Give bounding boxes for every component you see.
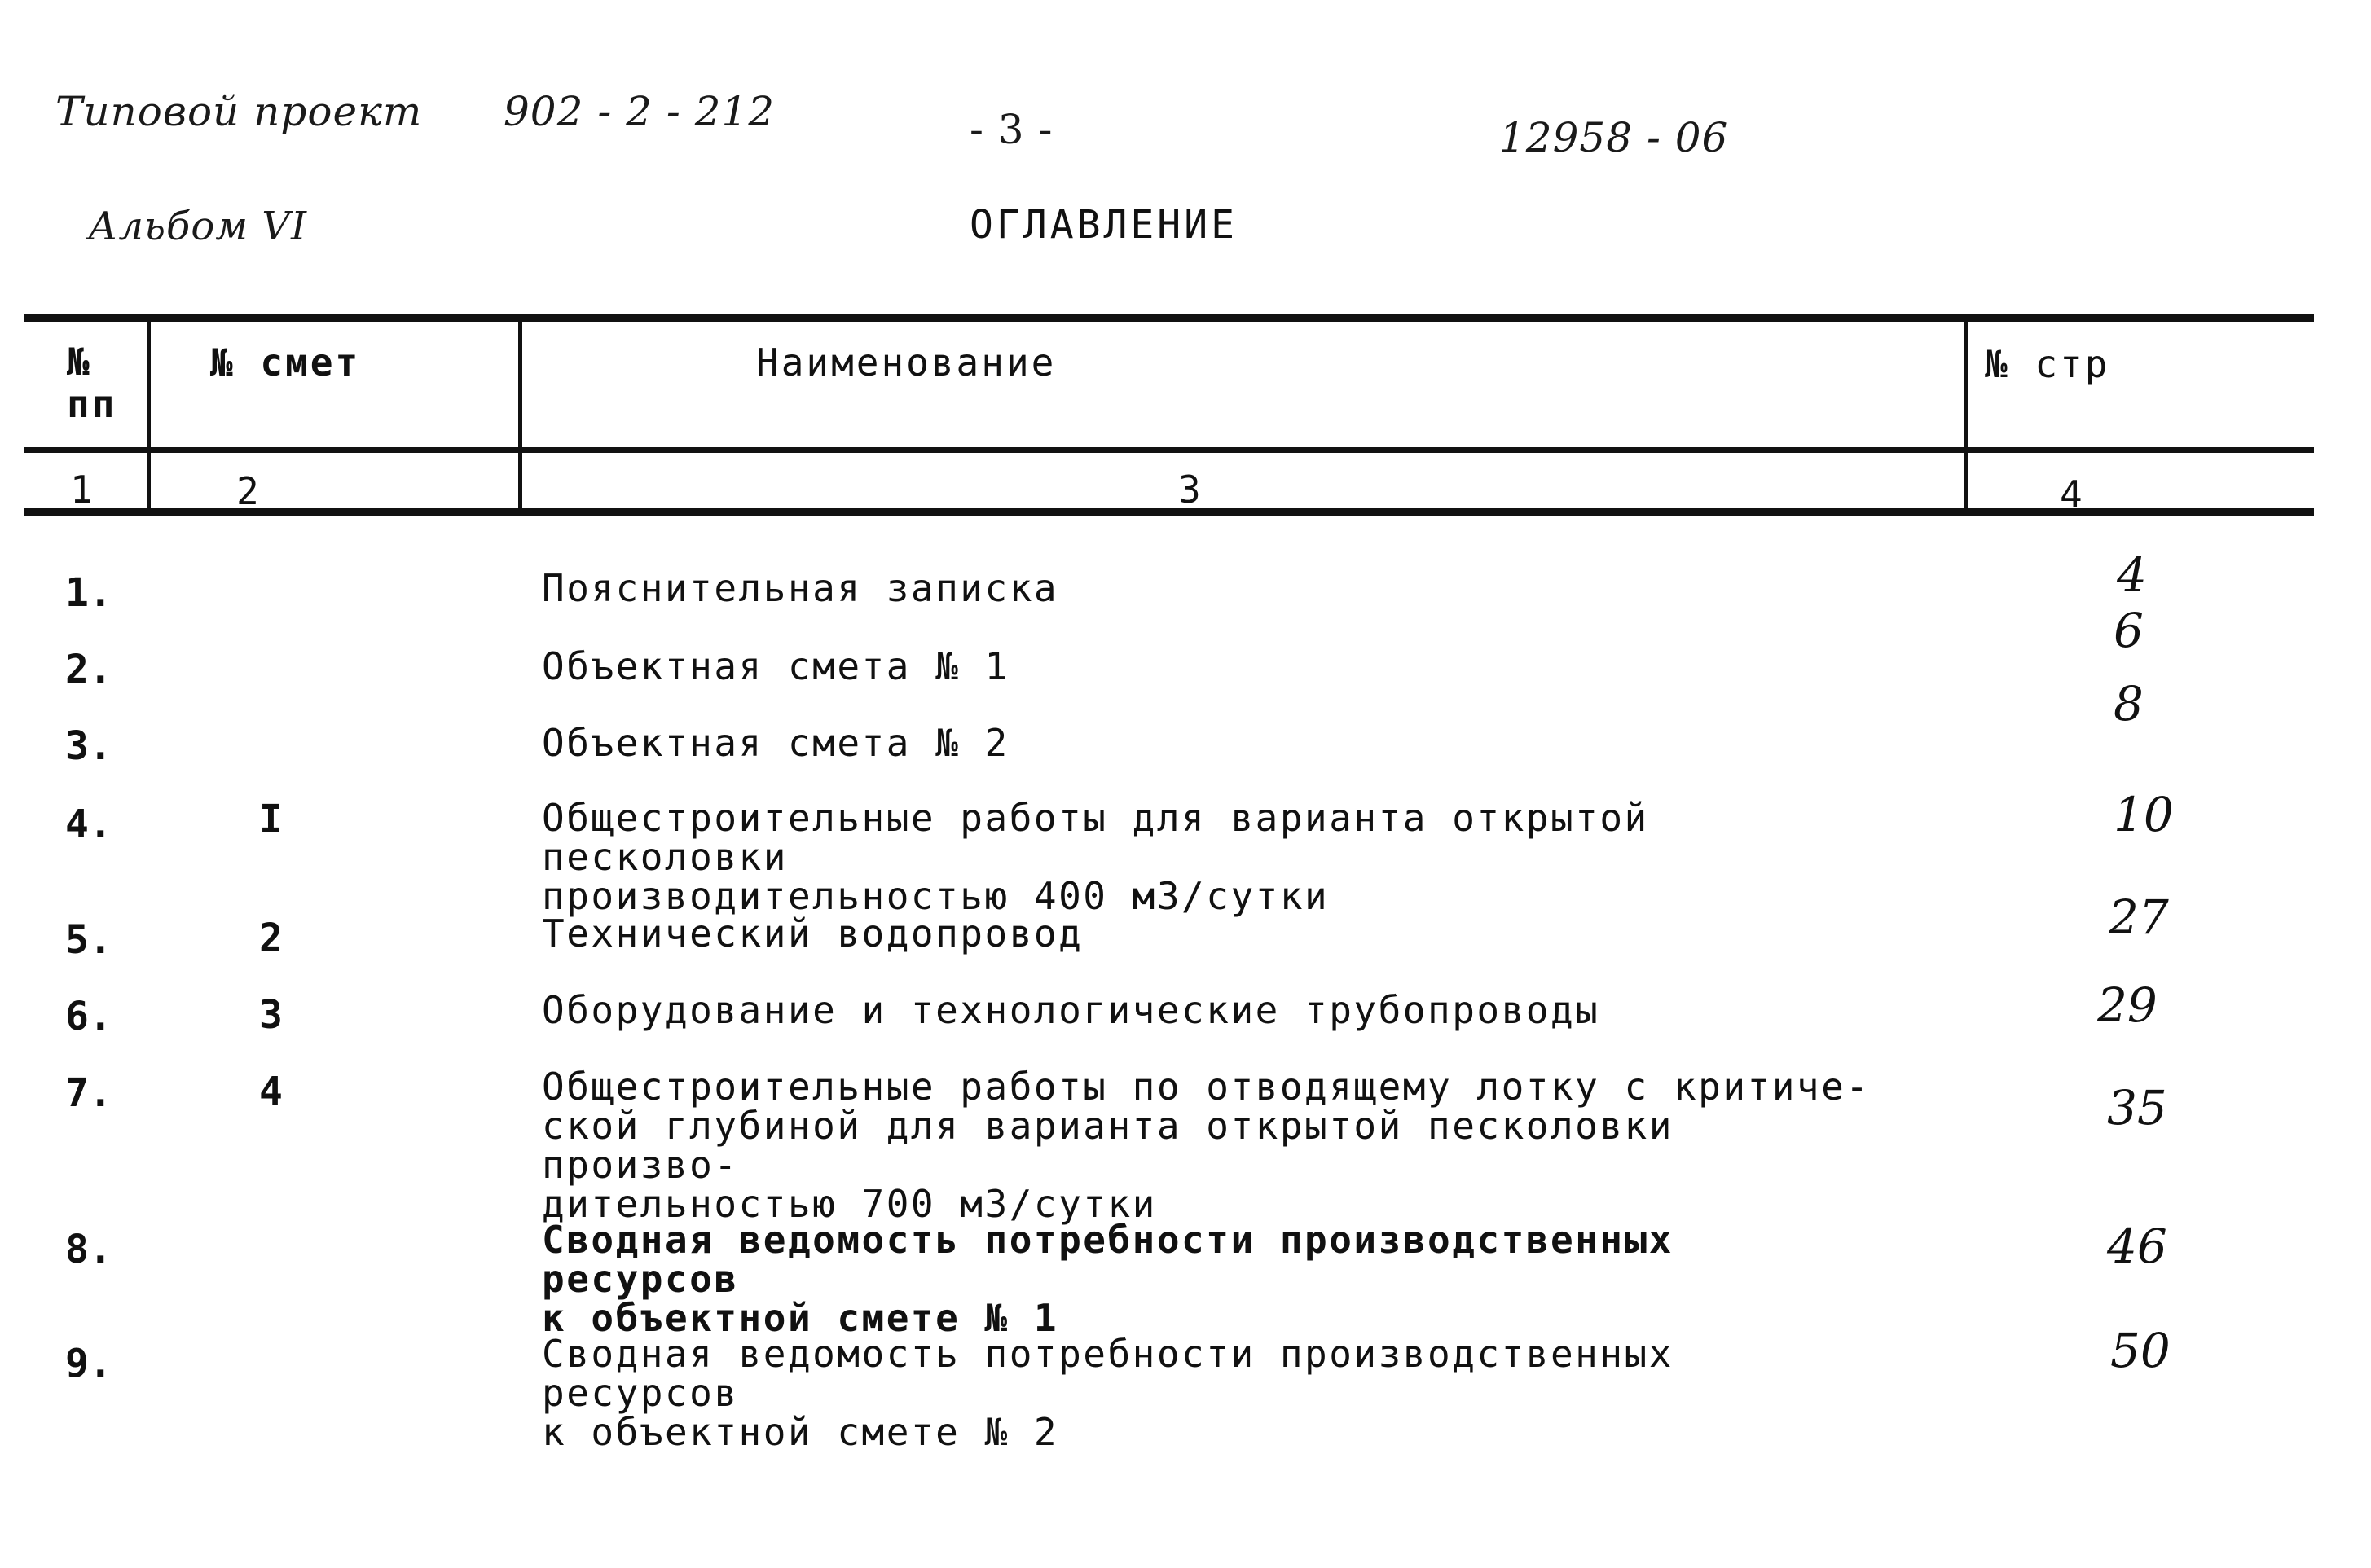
row-page: 10	[2114, 787, 2174, 842]
row-number: 6.	[65, 994, 112, 1039]
row-page: 27	[2109, 889, 2169, 945]
row-title: Технический водопровод	[542, 911, 1084, 955]
row-page: 8	[2114, 676, 2144, 731]
column-number-4: 4	[2060, 472, 2085, 516]
page-number: - 3 -	[970, 106, 1054, 153]
row-number: 1.	[65, 570, 112, 616]
row-title: Оборудование и технологические трубопроводы	[542, 988, 1600, 1032]
column-header-page: № стр	[1985, 342, 2110, 386]
row-title: Объектная смета № 1	[542, 644, 1010, 688]
row-smeta: 2	[259, 916, 283, 961]
row-smeta: 4	[259, 1069, 283, 1114]
row-page: 6	[2114, 603, 2144, 658]
column-number-2: 2	[236, 469, 262, 513]
column-divider-3	[1964, 319, 1968, 512]
row-number: 4.	[65, 802, 112, 847]
row-number: 7.	[65, 1070, 112, 1116]
column-header-pp: № пп	[67, 340, 117, 426]
table-top-rule	[24, 314, 2314, 322]
row-title: Общестроительные работы по отводящему лотку с критиче- ской глубиной для варианта открытой песколовки произво- дительностью 700 м3/сутки	[542, 1065, 1871, 1226]
row-smeta: I	[259, 797, 283, 842]
column-divider-1	[147, 319, 151, 512]
column-number-1: 1	[70, 468, 95, 512]
row-number: 2.	[65, 647, 112, 692]
doc-number: 12958 - 06	[1499, 114, 1729, 161]
project-label: Типовой проект	[55, 88, 423, 135]
row-title: Общестроительные работы для варианта открытой песколовки производительностью 400 м3/сутки	[542, 796, 1649, 918]
row-title: Сводная ведомость потребности производственных ресурсов к объектной смете № 2	[542, 1332, 1674, 1454]
row-number: 3.	[65, 723, 112, 769]
table-bottom-rule	[24, 508, 2314, 516]
column-header-name: Наименование	[756, 340, 1057, 384]
row-title: Сводная ведомость потребности производственных ресурсов к объектной смете № 1	[542, 1218, 1674, 1340]
column-divider-2	[518, 319, 522, 512]
row-number: 8.	[65, 1227, 112, 1272]
table-header-rule	[24, 447, 2314, 453]
project-code: 902 - 2 - 212	[504, 88, 776, 135]
row-page: 35	[2107, 1080, 2167, 1135]
album-label: Альбом VI	[88, 204, 307, 249]
row-page: 4	[2117, 547, 2147, 603]
row-title: Пояснительная записка	[542, 566, 1059, 610]
column-number-3: 3	[1178, 468, 1203, 512]
row-page: 50	[2110, 1323, 2171, 1378]
row-number: 9.	[65, 1341, 112, 1386]
column-header-smeta: № смет	[210, 340, 361, 384]
row-smeta: 3	[259, 992, 283, 1038]
row-page: 29	[2097, 977, 2158, 1033]
row-page: 46	[2107, 1219, 2167, 1274]
row-title: Объектная смета № 2	[542, 721, 1010, 765]
row-number: 5.	[65, 917, 112, 963]
page-title: ОГЛАВЛЕНИЕ	[970, 202, 1238, 248]
